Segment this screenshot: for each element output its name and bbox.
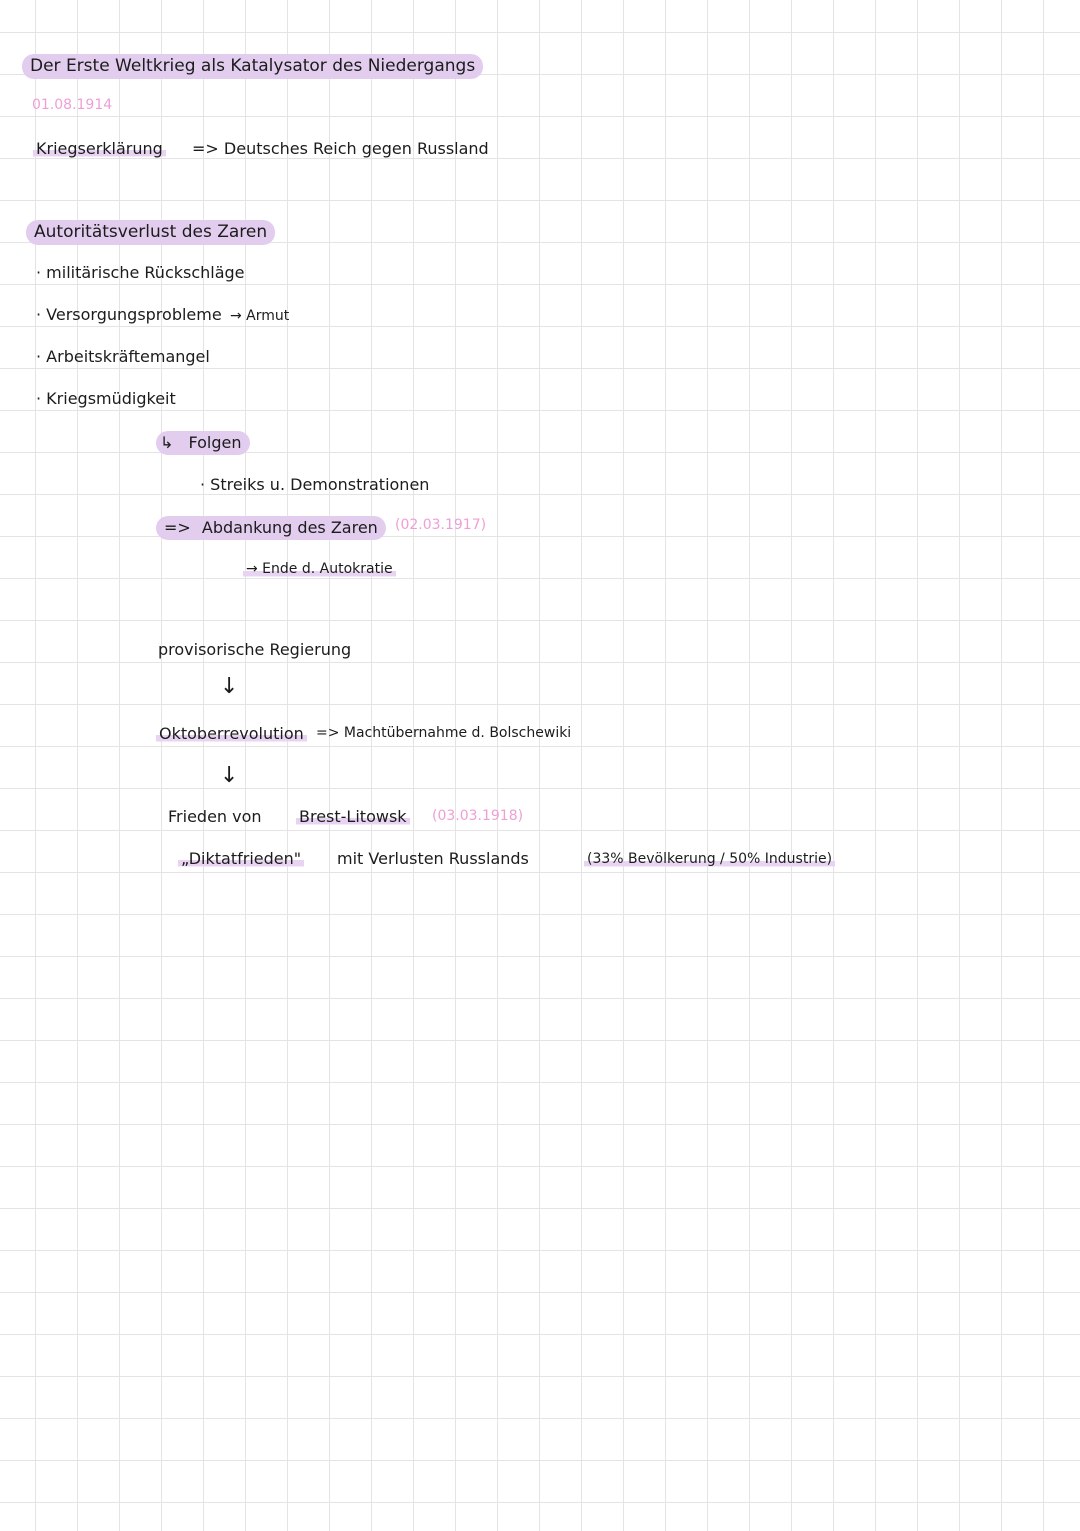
provisional-government: provisorische Regierung [158, 640, 352, 659]
peace-prefix: Frieden von [168, 807, 262, 826]
list-item: · Streiks u. Demonstrationen [200, 475, 430, 494]
dictate-peace: „Diktatfrieden" [178, 849, 304, 868]
list-item: · Arbeitskräftemangel [36, 347, 210, 366]
implies-arrow-icon: => [164, 518, 191, 537]
strikes-text: Streiks u. Demonstrationen [210, 475, 430, 494]
bolshevik-takeover: => Machtübernahme d. Bolschewiki [316, 725, 572, 741]
declaration-text: => Deutsches Reich gegen Russland [192, 139, 489, 158]
arrow-down-icon: ↓ [220, 674, 239, 699]
list-item-label: militärische Rückschläge [46, 263, 245, 282]
peace-date: (03.03.1918) [432, 808, 524, 824]
poverty-note: → Armut [230, 308, 290, 324]
abdication-text: Abdankung des Zaren [201, 518, 378, 537]
peace-name: Brest-Litowsk [296, 807, 410, 826]
abdication-line [156, 516, 386, 540]
list-item: · Versorgungsprobleme [36, 305, 222, 324]
october-revolution: Oktoberrevolution [156, 724, 307, 743]
authority-heading: Autoritätsverlust des Zaren [26, 220, 275, 245]
declaration-label: Kriegserklärung [33, 139, 166, 158]
list-item-label: Arbeitskräftemangel [46, 347, 210, 366]
page-title: Der Erste Weltkrieg als Katalysator des Niedergangs [22, 54, 483, 79]
list-item: · militärische Rückschläge [36, 263, 245, 282]
return-arrow-icon: ↳ [160, 433, 174, 452]
consequences-text: Folgen [188, 433, 242, 452]
list-item-label: Kriegsmüdigkeit [46, 389, 176, 408]
losses-text: mit Verlusten Russlands [337, 849, 529, 868]
consequences-label [156, 431, 250, 455]
losses-detail: (33% Bevölkerung / 50% Industrie) [584, 851, 835, 868]
arrow-down-icon: ↓ [220, 763, 239, 788]
autocracy-end: → Ende d. Autokratie [243, 561, 396, 578]
list-item: · Kriegsmüdigkeit [36, 389, 176, 408]
list-item-label: Versorgungsprobleme [46, 305, 222, 324]
abdication-date: (02.03.1917) [395, 517, 487, 533]
date-war-declaration: 01.08.1914 [32, 97, 113, 113]
